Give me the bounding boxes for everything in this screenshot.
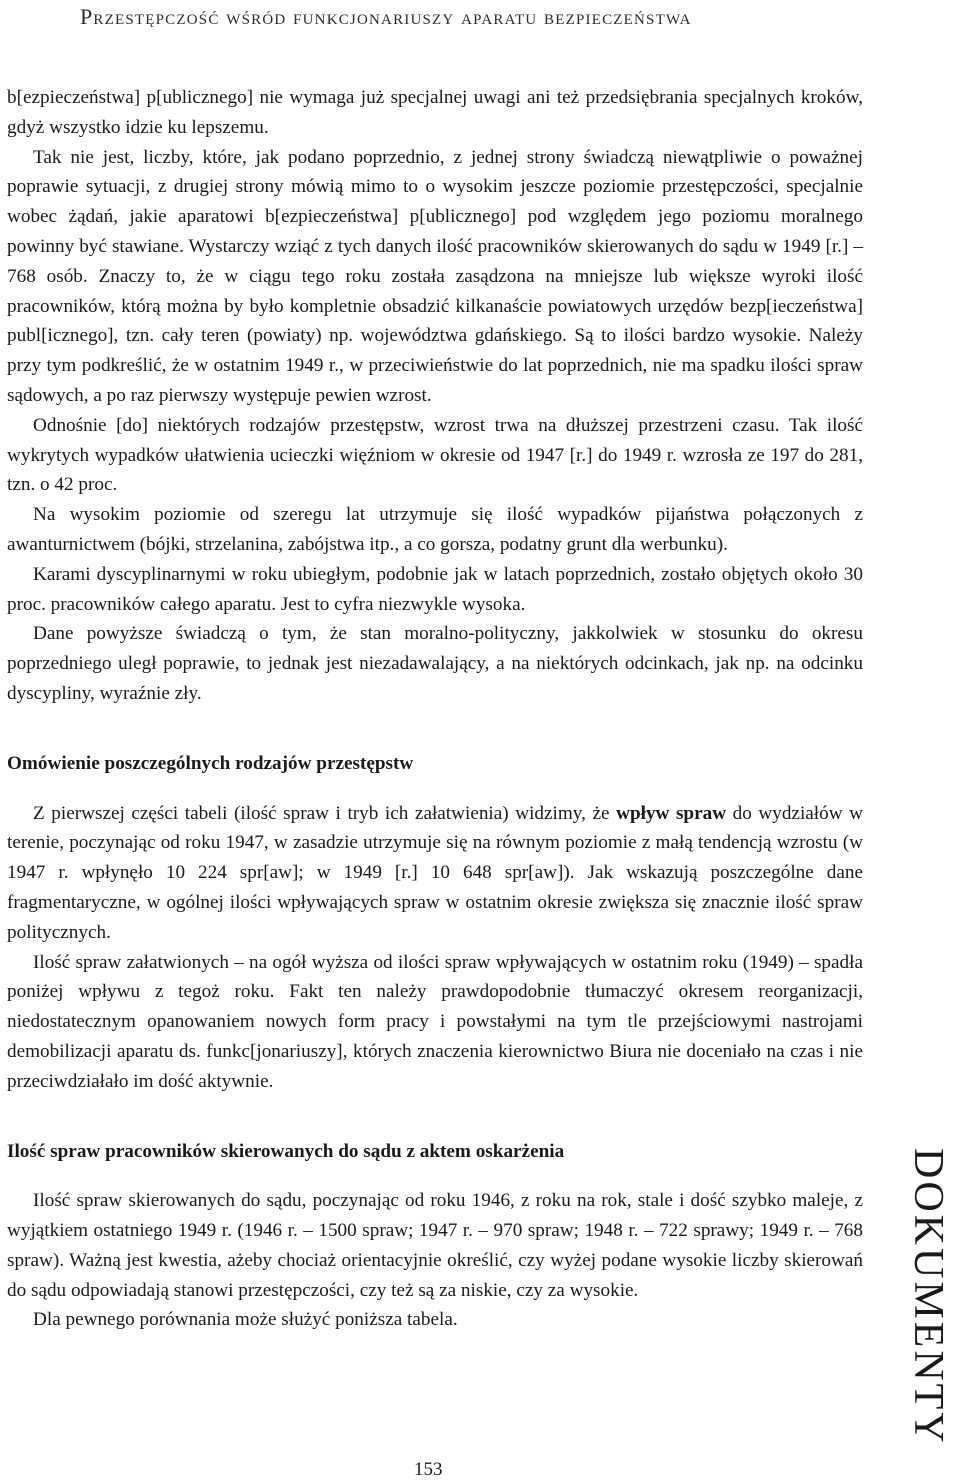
paragraph: Ilość spraw skierowanych do sądu, poczynając od roku 1946, z roku na rok, stale i dość szybko maleje, z wyjątkiem ostatniego 1949 r. (1946 r. – 1500 spraw; 1947 r. – 970 spraw; 1948 r. – 722 sprawy; 1949 r. – 768 spraw). Ważną jest kwestia, ażeby chociaż orientacyjnie określić, czy wyżej podane wysokie liczby skierowań do sądu odpowiadają stanowi przestępczości, czy też są za niskie, czy za wysokie. — [7, 1190, 863, 1301]
paragraph: Na wysokim poziomie od szeregu lat utrzymuje się ilość wypadków pijaństwa połączonych z awanturnictwem (bójki, strzelanina, zabójstwa itp., a co gorsza, podatny grunt dla werbunku). — [7, 504, 863, 555]
text-run: Z pierwszej części tabeli (ilość spraw i tryb ich załatwienia) widzimy, że — [33, 802, 617, 824]
paragraph — [7, 799, 863, 948]
emphasis-text: wpływ spraw — [616, 802, 727, 824]
paragraph: Dane powyższe świadczą o tym, że stan moralno-polityczny, jakkolwiek w stosunku do okresu poprzedniego uległ poprawie, to jednak jest niezadawalający, a na niektórych odcinkach, jak np. na odcinku dyscypliny, wyraźnie zły. — [7, 623, 863, 704]
page-body — [7, 83, 863, 1335]
section-heading-offense-types: Omówienie poszczególnych rodzajów przestępstw — [7, 752, 414, 774]
paragraph: Karami dyscyplinarnymi w roku ubiegłym, podobnie jak w latach poprzednich, zostało objętych około 30 proc. pracowników całego aparatu. Jest to cyfra niezwykle wysoka. — [7, 563, 863, 615]
paragraph: Tak nie jest, liczby, które, jak podano poprzednio, z jednej strony świadczą niewątpliwie o poważnej poprawie sytuacji, z drugiej strony mówią mimo to o wysokim jeszcze poziomie przestępczości, specjalnie wobec żądań, jakie aparatowi b[ezpieczeństwa] p[ublicznego] pod względem jego poziomu moralnego powinny być stawiane. Wystarczy wziąć z tych danych ilość pracowników skierowanych do sądu w 1949 [r.] – 768 osób. Znaczy to, że w ciągu tego roku została zasądzona na mniejsze lub większe wyroki ilość pracowników, którą można by było kompletnie obsadzić kilkanaście powiatowych urzędów bezp[ieczeństwa] publ[icznego], tzn. cały teren (powiaty) np. województwa gdańskiego. Są to ilości bardzo wysokie. Należy przy tym podkreślić, że w ostatnim 1949 r., w przeciwieństwie do lat poprzednich, nie ma spadku ilości spraw sądowych, a po raz pierwszy występuje pewien wzrost. — [7, 146, 863, 406]
section-heading-court-cases: Ilość spraw pracowników skierowanych do sądu z aktem oskarżenia — [7, 1140, 565, 1162]
paragraph: Ilość spraw załatwionych – na ogół wyższa od ilości spraw wpływających w ostatnim roku (1949) – spadła poniżej wpływu z tegoż roku. Fakt ten należy prawdopodobnie tłumaczyć okresem reorganizacji, niedostatecznym opanowaniem nowych form pracy i powstałymi na tym tle przejściowymi nastrojami demobilizacji aparatu ds. funkc[jonariuszy], których znaczenia kierownictwo Biura nie doceniało na czas i nie przeciwdziałało im dość aktywnie. — [7, 951, 863, 1092]
page-number: 153 — [414, 1459, 443, 1480]
running-head: Przestępczość wśród funkcjonariuszy aparatu bezpieczeństwa — [80, 4, 692, 29]
paragraph: Odnośnie [do] niektórych rodzajów przestępstw, wzrost trwa na dłuższej przestrzeni czasu. Tak ilość wykrytych wypadków ułatwienia ucieczki więźniom w okresie od 1947 [r.] do 1949 r. wzrosła ze 197 do 281, tzn. o 42 proc. — [7, 414, 863, 496]
paragraph-continuation: b[ezpieczeństwa] p[ublicznego] nie wymaga już specjalnej uwagi ani też przedsiębrania specjalnych kroków, gdyż wszystko idzie ku lepszemu. — [7, 87, 863, 138]
text-run: do wydziałów w terenie, poczynając od roku 1947, w zasadzie utrzymuje się na równym poziomie z małą tendencją wzrostu (w 1947 r. wpłynęło 10 224 spr[aw]; w 1949 [r.] 10 648 spr[aw]). Jak wskazują poszczególne dane fragmentaryczne, w ogólnej ilości wpływających spraw w ostatnim okresie zwiększa się znacznie ilość spraw politycznych. — [7, 802, 864, 943]
paragraph: Dla pewnego porównania może służyć poniższa tabela. — [33, 1309, 458, 1331]
section-side-label: DOKUMENTY — [905, 1148, 951, 1446]
